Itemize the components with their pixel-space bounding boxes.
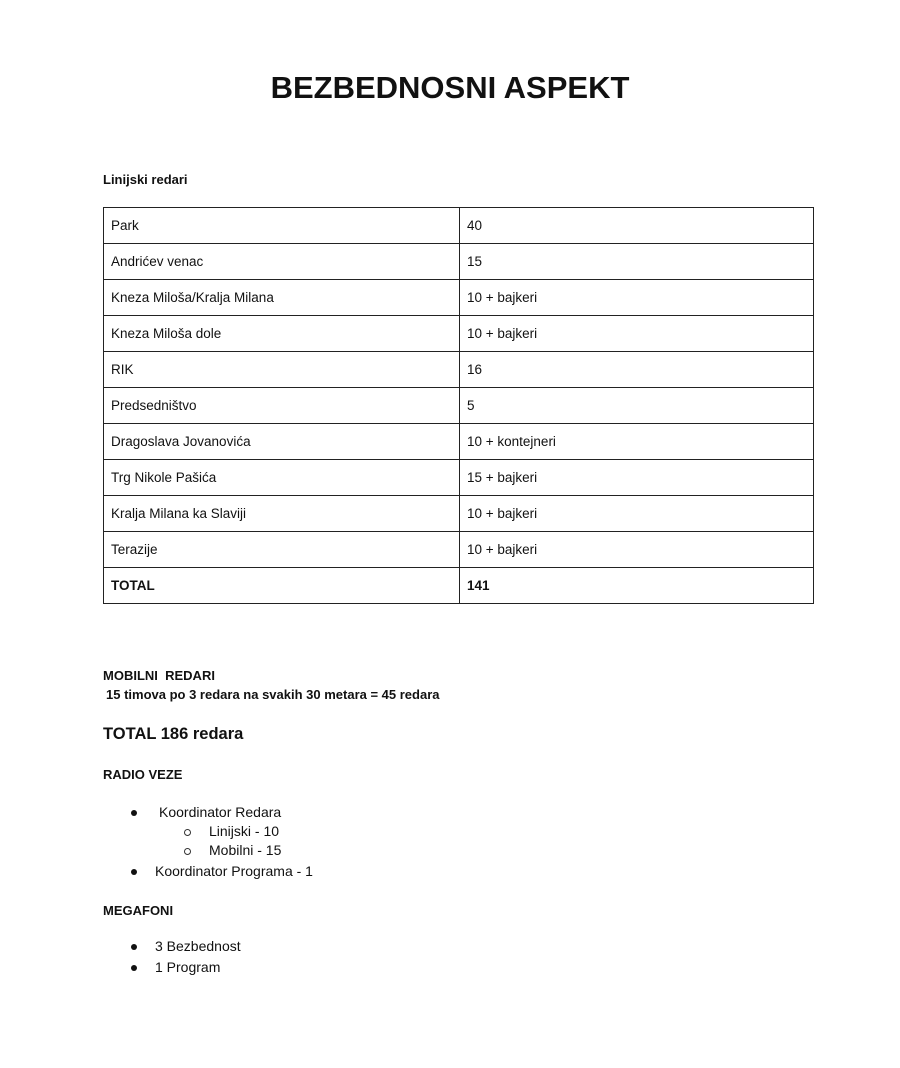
total-label-cell: TOTAL	[104, 568, 460, 604]
count-cell: 5	[460, 388, 814, 424]
location-cell: Dragoslava Jovanovića	[104, 424, 460, 460]
count-cell: 16	[460, 352, 814, 388]
mobilni-heading: MOBILNI REDARI	[103, 668, 215, 683]
bullet-icon	[131, 965, 137, 971]
table-row	[104, 280, 814, 316]
location-cell: RIK	[104, 352, 460, 388]
table-row	[104, 532, 814, 568]
total-value-cell: 141	[460, 568, 814, 604]
list-item-label: Koordinator Programa - 1	[155, 863, 313, 879]
count-cell: 15 + bajkeri	[460, 460, 814, 496]
table-row	[104, 496, 814, 532]
count-cell: 15	[460, 244, 814, 280]
location-cell: Park	[104, 208, 460, 244]
grand-total: TOTAL 186 redara	[103, 725, 244, 743]
list-subitem-label: Linijski - 10	[209, 823, 280, 839]
table-row	[104, 388, 814, 424]
megafoni-heading: MEGAFONI	[103, 903, 174, 918]
page-title: BEZBEDNOSNI ASPEKT	[270, 70, 630, 105]
count-cell: 10 + bajkeri	[460, 316, 814, 352]
circle-bullet-icon	[184, 848, 191, 855]
table-row	[104, 316, 814, 352]
bullet-icon	[131, 869, 137, 875]
circle-bullet-icon	[184, 829, 191, 836]
list-item-label: 1 Program	[155, 959, 221, 975]
bullet-icon	[131, 944, 137, 950]
table-row	[104, 208, 814, 244]
mobilni-text: 15 timova po 3 redara na svakih 30 metara = 45 redara	[106, 687, 440, 702]
list-item-label: Koordinator Redara	[159, 804, 282, 820]
linijski-heading: Linijski redari	[103, 172, 188, 187]
radio-veze-heading: RADIO VEZE	[103, 767, 183, 782]
bullet-icon	[131, 810, 137, 816]
location-cell: Kneza Miloša dole	[104, 316, 460, 352]
list-subitem-label: Mobilni - 15	[209, 842, 282, 858]
location-cell: Andrićev venac	[104, 244, 460, 280]
location-cell: Terazije	[104, 532, 460, 568]
linijski-table	[103, 207, 814, 604]
location-cell: Trg Nikole Pašića	[104, 460, 460, 496]
location-cell: Kralja Milana ka Slaviji	[104, 496, 460, 532]
table-row	[104, 424, 814, 460]
count-cell: 10 + bajkeri	[460, 496, 814, 532]
table-total-row	[104, 568, 814, 604]
table-row	[104, 244, 814, 280]
count-cell: 10 + bajkeri	[460, 532, 814, 568]
table-row	[104, 352, 814, 388]
location-cell: Predsedništvo	[104, 388, 460, 424]
count-cell: 10 + bajkeri	[460, 280, 814, 316]
count-cell: 40	[460, 208, 814, 244]
table-row	[104, 460, 814, 496]
list-item-label: 3 Bezbednost	[155, 938, 241, 954]
count-cell: 10 + kontejneri	[460, 424, 814, 460]
location-cell: Kneza Miloša/Kralja Milana	[104, 280, 460, 316]
